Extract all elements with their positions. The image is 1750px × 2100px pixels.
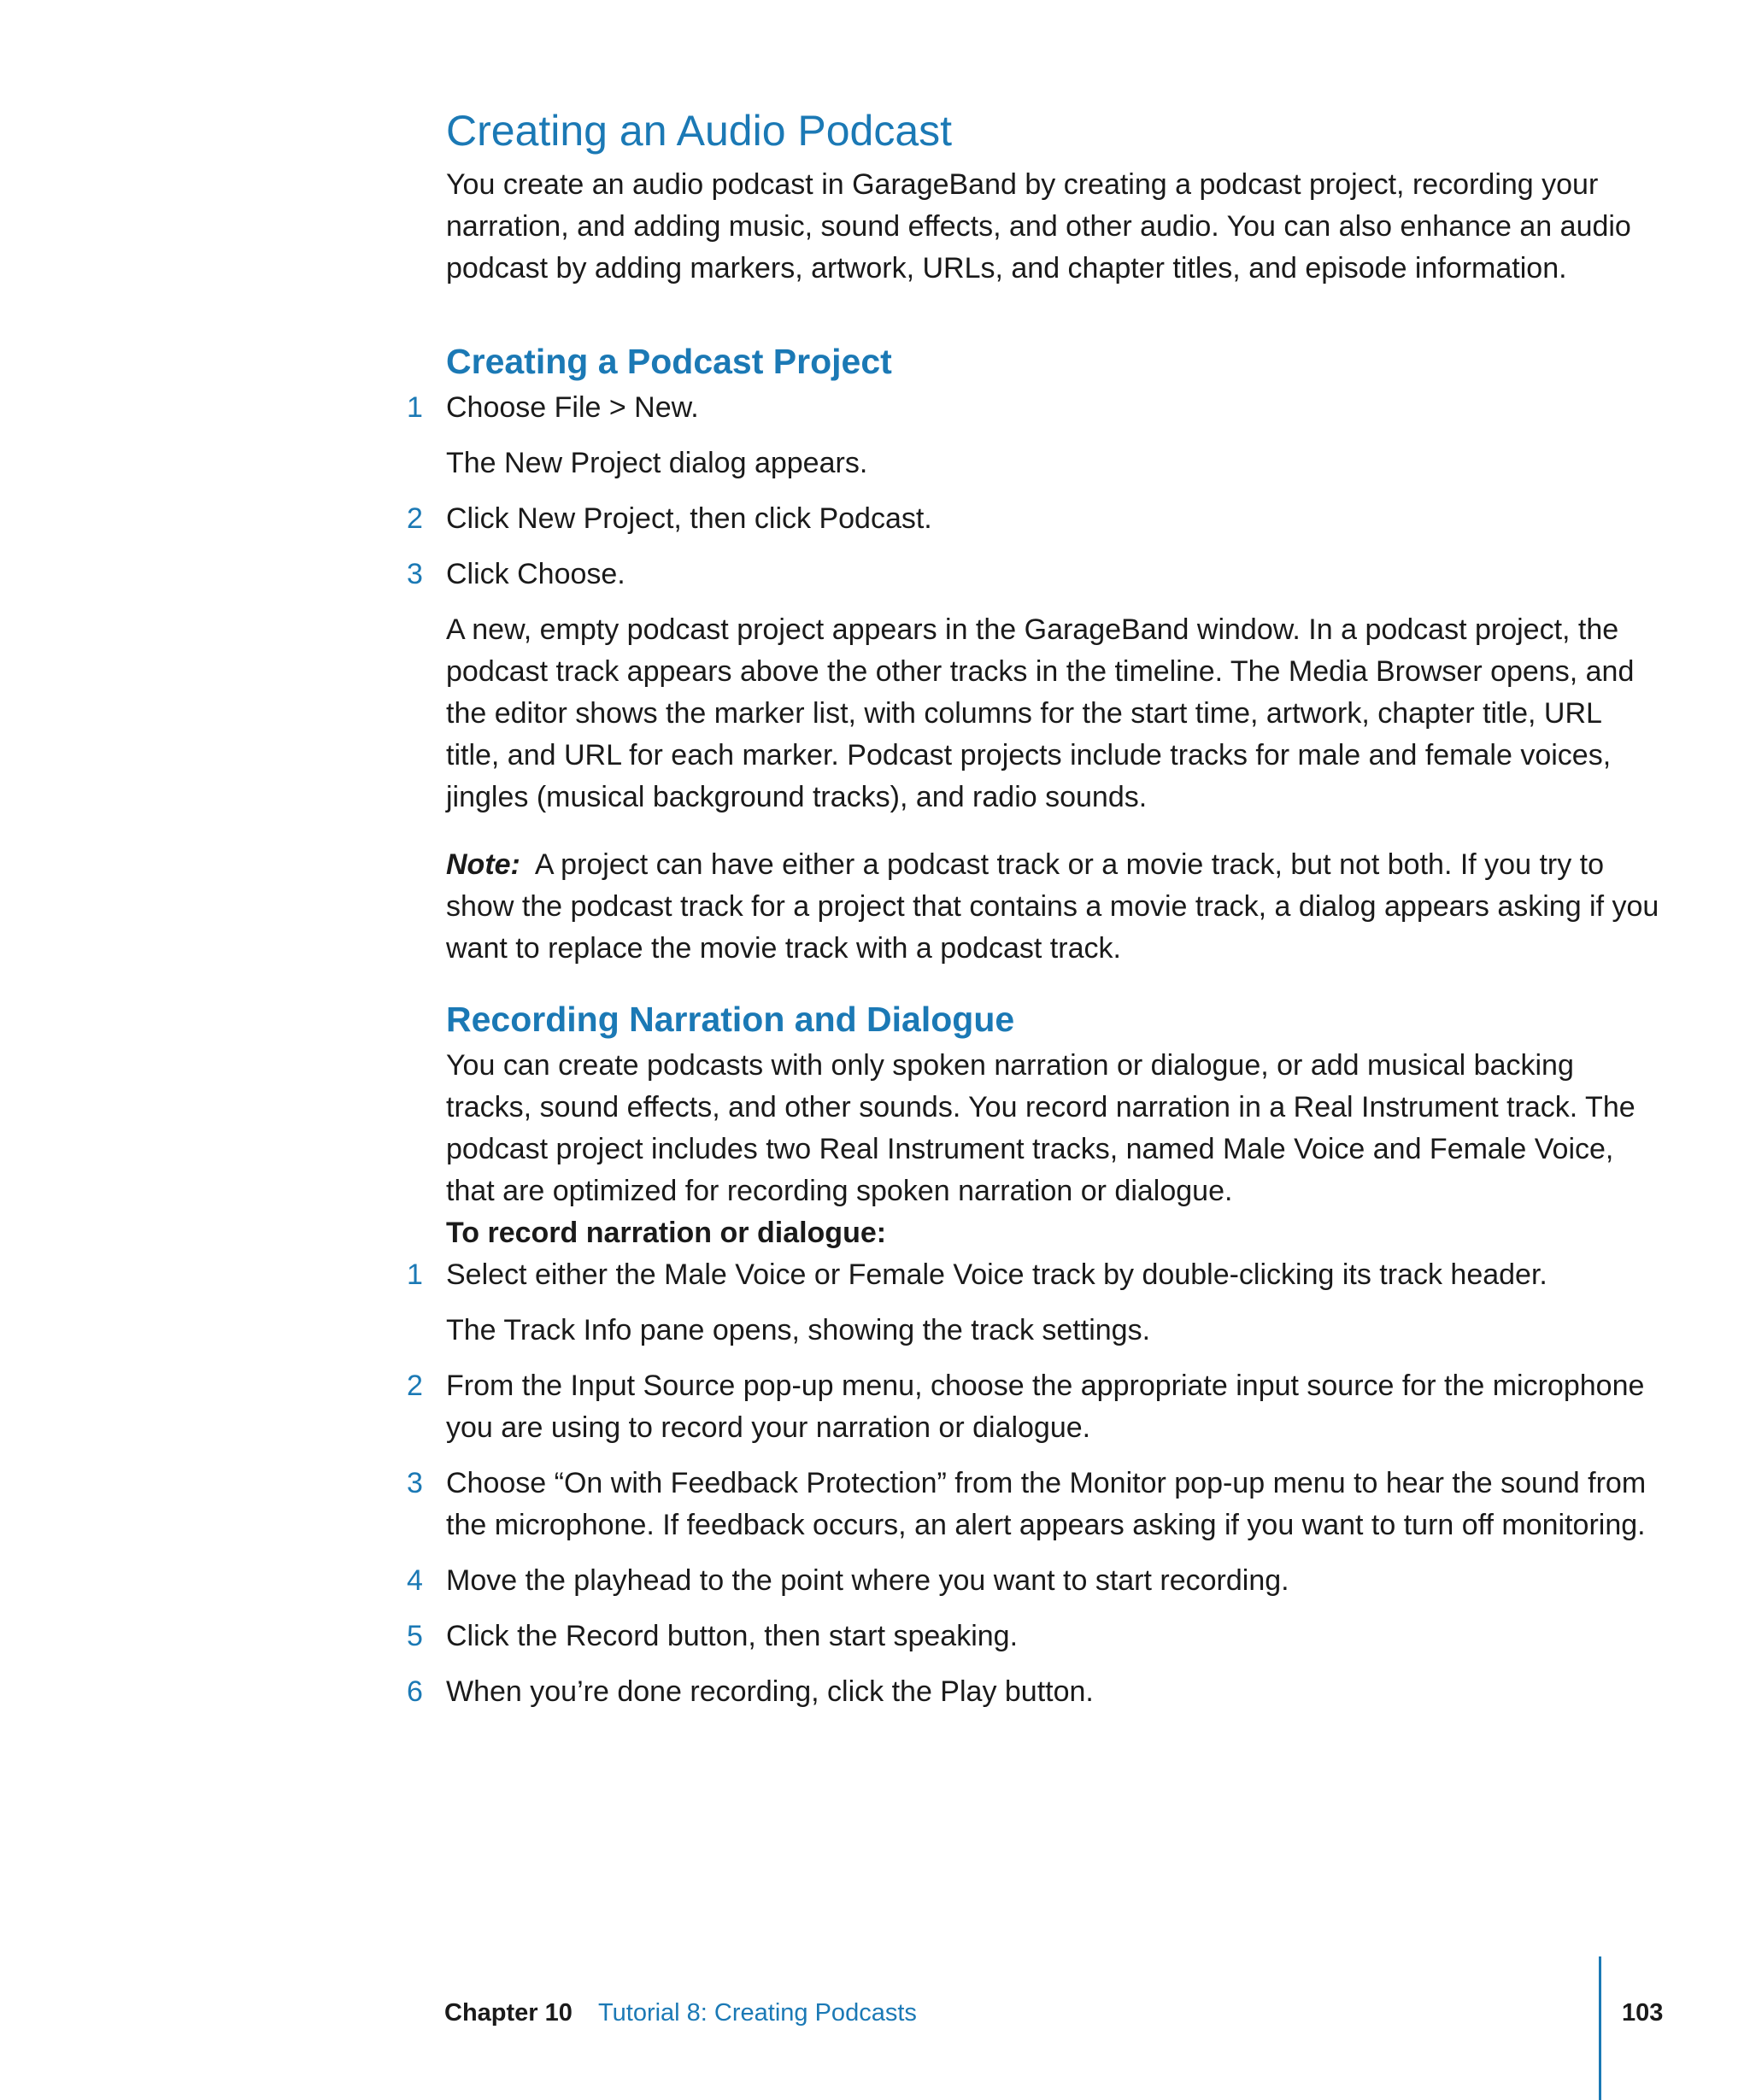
step-item	[407, 1616, 1659, 1657]
note-label: Note:	[446, 848, 520, 881]
step-number: 1	[407, 1258, 423, 1291]
step-result: The New Project dialog appears.	[446, 447, 868, 479]
step-item	[407, 1671, 1659, 1713]
footer-chapter: Chapter 10	[444, 1999, 573, 2027]
page-footer	[444, 1994, 1666, 2032]
step-number: 1	[407, 391, 423, 424]
intro-paragraph: You create an audio podcast in GarageBand by creating a podcast project, recording your narration, and adding music, sound effects, and other audio. You can also enhance an audio podcast by adding markers, artwork, URLs, and chapter titles, and episode information.	[446, 168, 1631, 284]
section-intro: You can create podcasts with only spoken narration or dialogue, or add musical backing tracks, sound effects, and other sounds. You record narration in a Real Instrument track. The podcast project includes two Real Instrument tracks, named Male Voice and Female Voice, that are optimized for recording spoken narration or dialogue.	[446, 1049, 1635, 1207]
step-number: 4	[407, 1564, 423, 1597]
step-item	[407, 498, 1659, 540]
step-text: Click the Record button, then start speaking.	[446, 1620, 1019, 1652]
step-number: 2	[407, 1370, 423, 1402]
note-text: A project can have either a podcast track or a movie track, but not both. If you try to show the podcast track for a project that contains a movie track, a dialog appears asking if you want to replace the movie track with a podcast track.	[446, 848, 1659, 965]
step-text: When you’re done recording, click the Play button.	[446, 1675, 1094, 1708]
step-text: Select either the Male Voice or Female Voice track by double-clicking its track header.	[446, 1258, 1547, 1291]
step-text: Click New Project, then click Podcast.	[446, 502, 932, 535]
footer-divider	[1599, 1956, 1601, 2100]
step-text: From the Input Source pop-up menu, choose the appropriate input source for the microphone you are using to record your narration or dialogue.	[446, 1370, 1645, 1444]
step-number: 6	[407, 1675, 423, 1708]
step-result: A new, empty podcast project appears in the GarageBand window. In a podcast project, the podcast track appears above the other tracks in the timeline. The Media Browser opens, and the editor shows the marker list, with columns for the start time, artwork, chapter title, URL title, and URL for each marker. Podcast projects include tracks for male and female voices, jingles (musical background tracks), and radio sounds.	[446, 613, 1635, 813]
section-heading-podcast-project: Creating a Podcast Project	[446, 342, 892, 381]
step-number: 3	[407, 1467, 423, 1499]
step-result: The Track Info pane opens, showing the track settings.	[446, 1314, 1151, 1346]
step-number: 3	[407, 558, 423, 590]
task-heading: To record narration or dialogue:	[446, 1217, 887, 1249]
step-item	[407, 1365, 1659, 1449]
step-item	[407, 387, 1659, 429]
step-item	[407, 554, 1659, 595]
page-number: 103	[1622, 1999, 1664, 2027]
page-title: Creating an Audio Podcast	[446, 107, 953, 155]
step-text: Choose “On with Feedback Protection” from the Monitor pop-up menu to hear the sound from the microphone. If feedback occurs, an alert appears asking if you want to turn off monitoring.	[446, 1467, 1647, 1541]
page-content	[407, 101, 1659, 1713]
step-item	[407, 1463, 1659, 1546]
step-item	[407, 1254, 1659, 1296]
step-text: Move the playhead to the point where you want to start recording.	[446, 1564, 1289, 1597]
step-number: 2	[407, 502, 423, 535]
step-number: 5	[407, 1620, 423, 1652]
step-text: Click Choose.	[446, 558, 625, 590]
note-paragraph	[446, 844, 1659, 970]
step-text: Choose File > New.	[446, 391, 699, 424]
step-item	[407, 1560, 1659, 1602]
footer-chapter-title: Tutorial 8: Creating Podcasts	[598, 1999, 917, 2027]
section-heading-recording-narration: Recording Narration and Dialogue	[446, 1000, 1015, 1039]
